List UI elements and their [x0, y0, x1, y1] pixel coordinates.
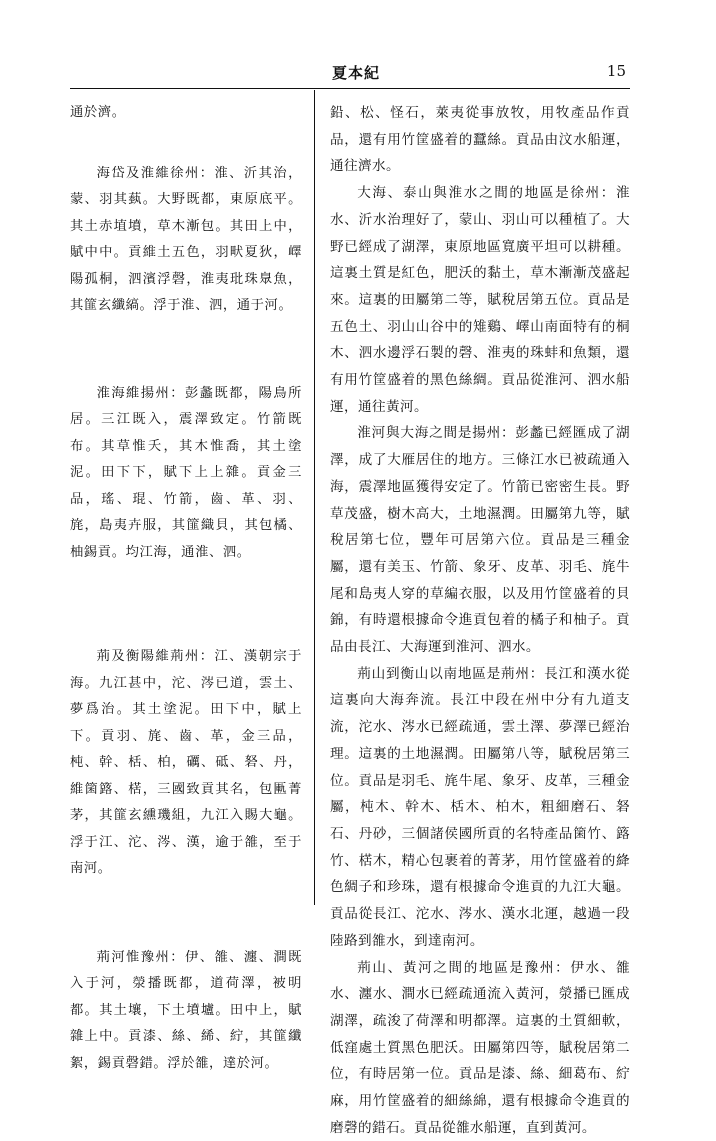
- original-paragraph-jingzhou: 荊及衡陽維荊州：江、漢朝宗于海。九江甚中，沱、涔已道，雲土、夢爲治。其土塗泥。田下中，賦上下。貢羽、旄、齒、革，金三品，杶、幹、栝、柏，礪、砥、砮、丹，維箘簬、楛，三國致貢其名，包匭菁茅，其篚玄纁璣組，九江入賜大龜。浮于江、沱、涔、漢，逾于雒，至于南河。: [70, 644, 302, 883]
- translation-paragraph-xuzhou: 大海、泰山與淮水之間的地區是徐州：淮水、沂水治理好了，蒙山、羽山可以種植了。大野已經成了湖澤，東原地區寬廣平坦可以耕種。這裏土質是紅色，肥沃的黏土，草木漸漸茂盛起來。這裏的田屬第二等，賦稅居第五位。貢品是五色土、羽山山谷中的雉鷄、嶧山南面特有的桐木、泗水邊浮石製的磬、淮夷的珠蚌和魚類，還有用竹筐盛着的黑色絲綢。貢品從淮河、泗水船運，通往黃河。: [330, 180, 630, 420]
- original-paragraph-yuzhou: 荊河惟豫州：伊、雒、瀍、澗既入于河，滎播既都，道荷澤，被明都。其土壤，下土墳壚。田中上，賦雜上中。貢漆、絲、絺、紵，其篚纖絮，錫貢磬錯。浮於雒，達於河。: [70, 945, 302, 1078]
- running-title: 夏本紀: [332, 62, 380, 83]
- original-paragraph-1: 通於濟。: [70, 100, 302, 127]
- column-divider: [314, 90, 315, 905]
- original-text-column: [70, 100, 302, 1077]
- original-paragraph-yangzhou: 淮海維揚州：彭蠡既都，陽鳥所居。三江既入，震澤致定。竹箭既布。其草惟夭，其木惟喬，其土塗泥。田下下，賦下上上雜。貢金三品，瑤、琨、竹箭，齒、革、羽、旄，島夷卉服，其篚織貝，其包橘、柚錫貢。均江海，通淮、泗。: [70, 381, 302, 567]
- translation-paragraph-jingzhou: 荊山到衡山以南地區是荊州：長江和漢水從這裏向大海奔流。長江中段在州中分有九道支流，沱水、涔水已經疏通，雲土澤、夢澤已經治理。這裏的土地濕潤。田屬第八等，賦稅居第三位。貢品是羽毛、旄牛尾、象牙、皮革，三種金屬，杶木、幹木、栝木、柏木，粗細磨石、砮石、丹砂，三個諸侯國所貢的名特產品箘竹、簬竹、楛木，精心包裹着的菁茅，用竹筐盛着的絳色綢子和珍珠，還有根據命令進貢的九江大龜。貢品從長江、沱水、涔水、漢水北運，越過一段陸路到雒水，到達南河。: [330, 661, 630, 955]
- translation-column: [330, 100, 630, 1141]
- original-paragraph-xuzhou: 海岱及淮維徐州：淮、沂其治，蒙、羽其蓺。大野既都，東原底平。其土赤埴墳，草木漸包。其田上中，賦中中。貢維土五色，羽畎夏狄，嶧陽孤桐，泗濱浮磬，淮夷玭珠臮魚，其篚玄纖縞。浮于淮、泗，通于河。: [70, 161, 302, 320]
- header-rule: [70, 88, 630, 89]
- page-number: 15: [607, 62, 626, 80]
- translation-paragraph-yangzhou: 淮河與大海之間是揚州：彭蠡已經匯成了湖澤，成了大雁居住的地方。三條江水已被疏通入海，震澤地區獲得安定了。竹箭已密密生長。野草茂盛，樹木高大，土地濕潤。田屬第九等，賦稅居第七位，豐年可居第六位。貢品是三種金屬，還有美玉、竹箭、象牙、皮革、羽毛、旄牛尾和島夷人穿的草編衣服，以及用竹筐盛着的貝錦，有時還根據命令進貢包着的橘子和柚子。貢品由長江、大海運到淮河、泗水。: [330, 420, 630, 660]
- page-header: [70, 62, 630, 86]
- translation-paragraph-yuzhou: 荊山、黃河之間的地區是豫州：伊水、雒水、瀍水、澗水已經疏通流入黃河，滎播已匯成湖澤，疏浚了荷澤和明都澤。這裏的土質細軟，低窪處土質黑色肥沃。田屬第四等，賦稅居第二位，有時居第一位。貢品是漆、絲、細葛布、紵麻，用竹筐盛着的細絲綿，還有根據命令進貢的磨磬的錯石。貢品從雒水船運，直到黃河。: [330, 955, 630, 1141]
- translation-paragraph-1: 鉛、松、怪石，萊夷從事放牧，用牧產品作貢品，還有用竹筐盛着的蠶絲。貢品由汶水船運，通往濟水。: [330, 100, 630, 180]
